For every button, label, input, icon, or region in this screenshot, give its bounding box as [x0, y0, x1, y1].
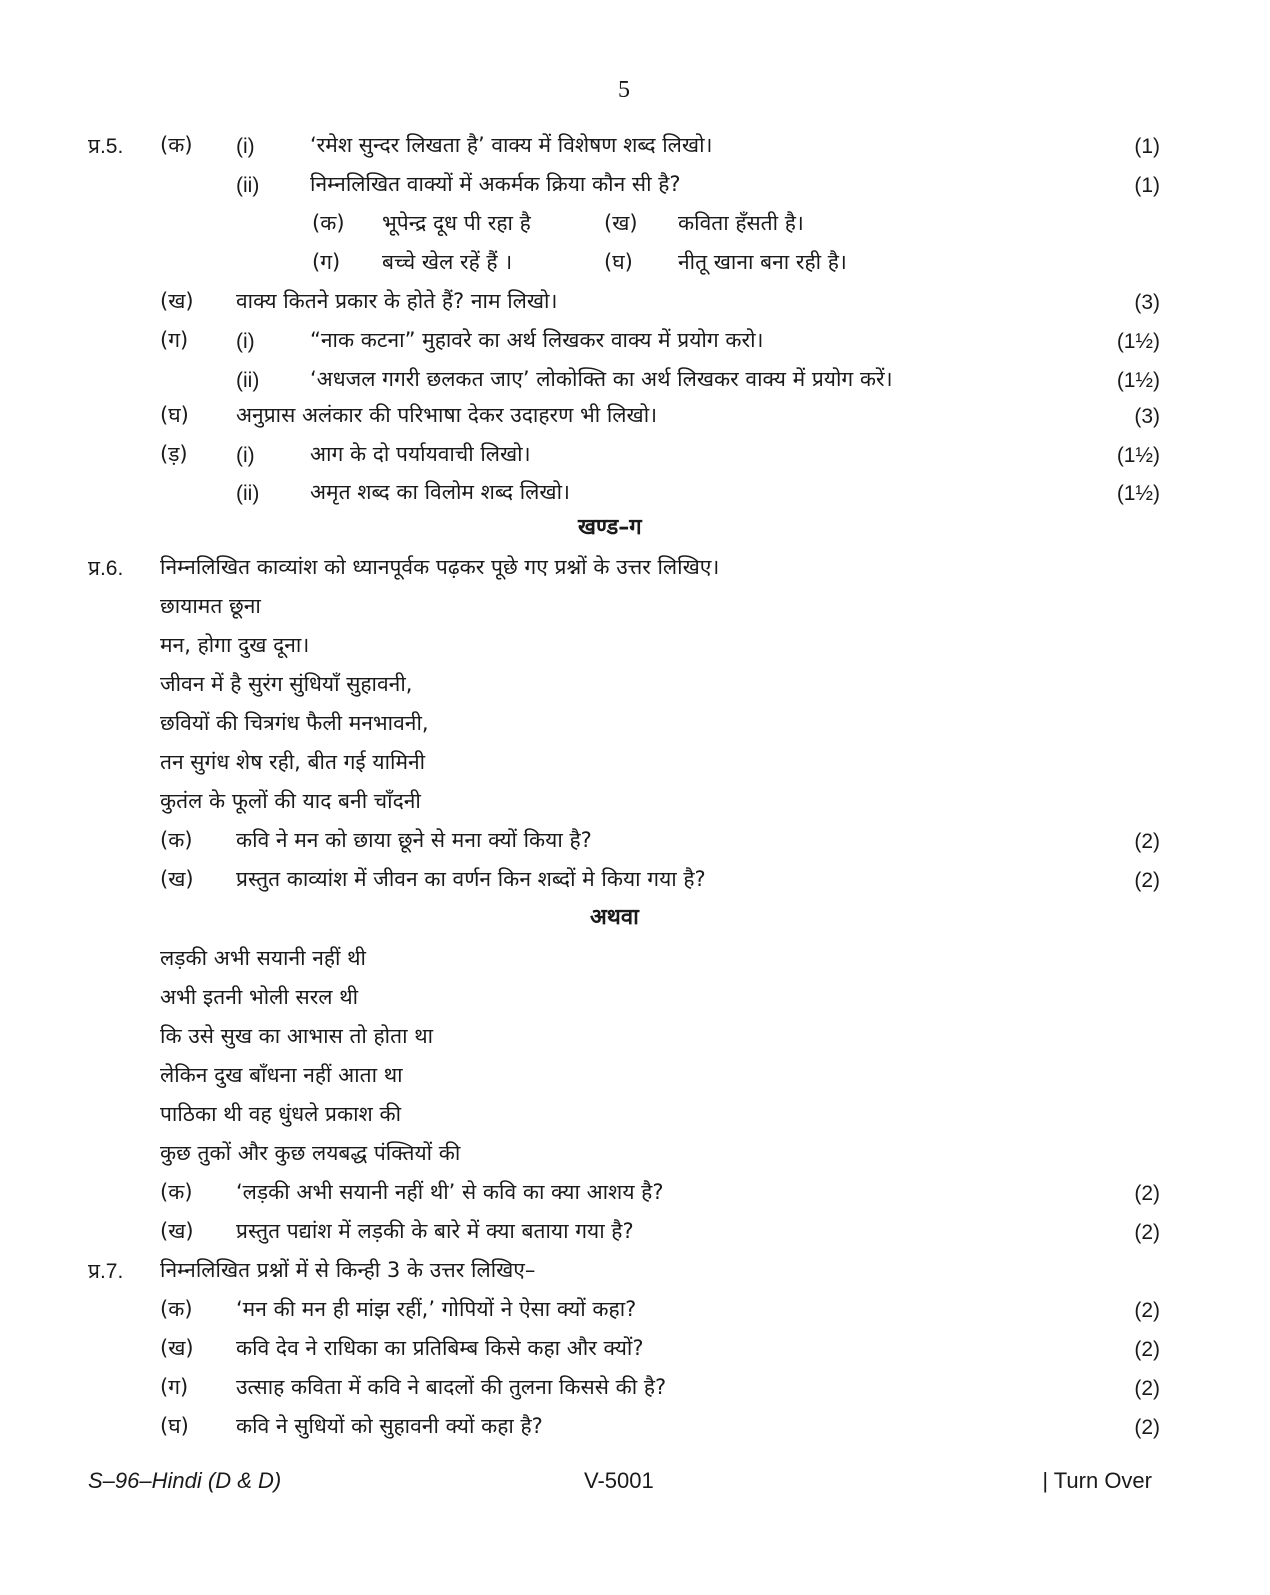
or-heading: अथवा	[590, 905, 639, 930]
q5-ka-ii-marks: (1)	[1134, 174, 1160, 197]
q6-sub-text: प्रस्तुत काव्यांश में जीवन का वर्णन किन शब्दों मे किया गया है?	[236, 867, 706, 891]
question-7-label: प्र.7.	[88, 1260, 124, 1283]
option-text: भूपेन्द्र दूध पी रहा है	[382, 211, 531, 235]
q6-sub-label: (ख)	[160, 867, 194, 891]
q7-item-label: (घ)	[160, 1414, 189, 1438]
poem-line: लेकिन दुख बाँधना नहीं आता था	[160, 1063, 403, 1087]
q5-ga-ii-text: ‘अधजल गगरी छलकत जाए’ लोकोक्ति का अर्थ लिखकर वाक्य में प्रयोग करें।	[310, 367, 893, 391]
q5-kha-marks: (3)	[1134, 291, 1160, 314]
q5-ka-i-marks: (1)	[1134, 135, 1160, 158]
q5-nga-ii-label: (ii)	[236, 482, 260, 505]
option-text: कविता हँसती है।	[678, 211, 804, 235]
q6-sub-marks: (2)	[1134, 830, 1160, 853]
poem-line: लड़की अभी सयानी नहीं थी	[160, 946, 366, 970]
q6-sub-marks: (2)	[1134, 869, 1160, 892]
option-label: (घ)	[604, 250, 633, 274]
q6-sub-marks: (2)	[1134, 1182, 1160, 1205]
option-label: (ख)	[604, 211, 638, 235]
q5-nga-ii-marks: (1½)	[1116, 482, 1160, 505]
question-5-label: प्र.5.	[88, 135, 124, 158]
poem-line: छायामत छूना	[160, 594, 261, 618]
question-6-label: प्र.6.	[88, 557, 124, 580]
footer-paper-code: S–96–Hindi (D & D)	[88, 1468, 282, 1493]
section-c-heading: खण्ड–ग	[578, 515, 642, 540]
footer-set-code: V-5001	[584, 1468, 654, 1493]
q5-nga-ii-text: अमृत शब्द का विलोम शब्द लिखो।	[310, 480, 570, 504]
q6-sub-text: ‘लड़की अभी सयानी नहीं थी’ से कवि का क्या आशय है?	[236, 1180, 664, 1204]
option-text: नीतू खाना बना रही है।	[678, 250, 847, 274]
q5-ga-ii-label: (ii)	[236, 369, 260, 392]
poem-line: कि उसे सुख का आभास तो होता था	[160, 1024, 434, 1048]
poem-line: कुछ तुकों और कुछ लयबद्ध पंक्तियों की	[160, 1141, 461, 1165]
q5-nga-i-text: आग के दो पर्यायवाची लिखो।	[310, 442, 531, 466]
option-label: (क)	[312, 211, 345, 235]
q5-ga-ii-marks: (1½)	[1116, 369, 1160, 392]
q7-item-text: उत्साह कविता में कवि ने बादलों की तुलना किससे की है?	[236, 1375, 667, 1399]
page-number: 5	[618, 77, 630, 103]
q7-item-text: कवि देव ने राधिका का प्रतिबिम्ब किसे कहा और क्यों?	[236, 1336, 644, 1360]
q5-ga-i-label: (i)	[236, 330, 255, 353]
poem-line: जीवन में है सुरंग सुंधियाँ सुहावनी,	[160, 672, 413, 696]
q7-item-label: (ग)	[160, 1375, 189, 1399]
q7-instruction: निम्नलिखित प्रश्नों में से किन्ही 3 के उत्तर लिखिए–	[160, 1258, 536, 1282]
q7-item-marks: (2)	[1134, 1377, 1160, 1400]
q5-nga-i-marks: (1½)	[1116, 444, 1160, 467]
q5-gha-marks: (3)	[1134, 405, 1160, 428]
q5-ga-i-marks: (1½)	[1116, 330, 1160, 353]
q7-item-text: कवि ने सुधियों को सुहावनी क्यों कहा है?	[236, 1414, 543, 1438]
poem-line: छवियों की चित्रगंध फैली मनभावनी,	[160, 711, 429, 735]
poem-line: तन सुगंध शेष रही, बीत गई यामिनी	[160, 750, 426, 774]
q6-sub-text: प्रस्तुत पद्यांश में लड़की के बारे में क्या बताया गया है?	[236, 1219, 634, 1243]
q5-ka-i-text: ‘रमेश सुन्दर लिखता है’ वाक्य में विशेषण शब्द लिखो।	[310, 133, 713, 157]
q5-nga-label: (ड़)	[160, 442, 188, 466]
q5-ga-label: (ग)	[160, 328, 189, 352]
q7-item-marks: (2)	[1134, 1338, 1160, 1361]
q7-item-marks: (2)	[1134, 1416, 1160, 1439]
q5-gha-text: अनुप्रास अलंकार की परिभाषा देकर उदाहरण भी लिखो।	[236, 403, 658, 427]
option-label: (ग)	[312, 250, 341, 274]
footer-turn-over: | Turn Over	[1042, 1468, 1152, 1493]
q6-instruction: निम्नलिखित काव्यांश को ध्यानपूर्वक पढ़कर पूछे गए प्रश्नों के उत्तर लिखिए।	[160, 555, 720, 579]
poem-line: पाठिका थी वह धुंधले प्रकाश की	[160, 1102, 402, 1126]
q6-sub-label: (क)	[160, 828, 193, 852]
q5-kha-label: (ख)	[160, 289, 194, 313]
q6-sub-marks: (2)	[1134, 1221, 1160, 1244]
poem-line: कुतंल के फूलों की याद बनी चाँदनी	[160, 789, 421, 813]
q5-gha-label: (घ)	[160, 403, 189, 427]
q7-item-marks: (2)	[1134, 1299, 1160, 1322]
option-text: बच्चे खेल रहें हैं ।	[382, 250, 513, 274]
q5-kha-text: वाक्य कितने प्रकार के होते हैं? नाम लिखो।	[236, 289, 558, 313]
q5-ka-i-label: (i)	[236, 135, 255, 158]
q6-sub-label: (क)	[160, 1180, 193, 1204]
q5-ka-ii-label: (ii)	[236, 174, 260, 197]
q5-nga-i-label: (i)	[236, 444, 255, 467]
poem-line: मन, होगा दुख दूना।	[160, 633, 310, 657]
q6-sub-label: (ख)	[160, 1219, 194, 1243]
q7-item-text: ‘मन की मन ही मांझ रहीं,’ गोपियों ने ऐसा क्यों कहा?	[236, 1297, 637, 1321]
q5-ka-label: (क)	[160, 133, 193, 157]
q6-sub-text: कवि ने मन को छाया छूने से मना क्यों किया है?	[236, 828, 592, 852]
poem-line: अभी इतनी भोली सरल थी	[160, 985, 359, 1009]
q5-ka-ii-text: निम्नलिखित वाक्यों में अकर्मक क्रिया कौन सी है?	[310, 172, 681, 196]
q5-ga-i-text: “नाक कटना” मुहावरे का अर्थ लिखकर वाक्य में प्रयोग करो।	[310, 328, 764, 352]
q7-item-label: (ख)	[160, 1336, 194, 1360]
q7-item-label: (क)	[160, 1297, 193, 1321]
